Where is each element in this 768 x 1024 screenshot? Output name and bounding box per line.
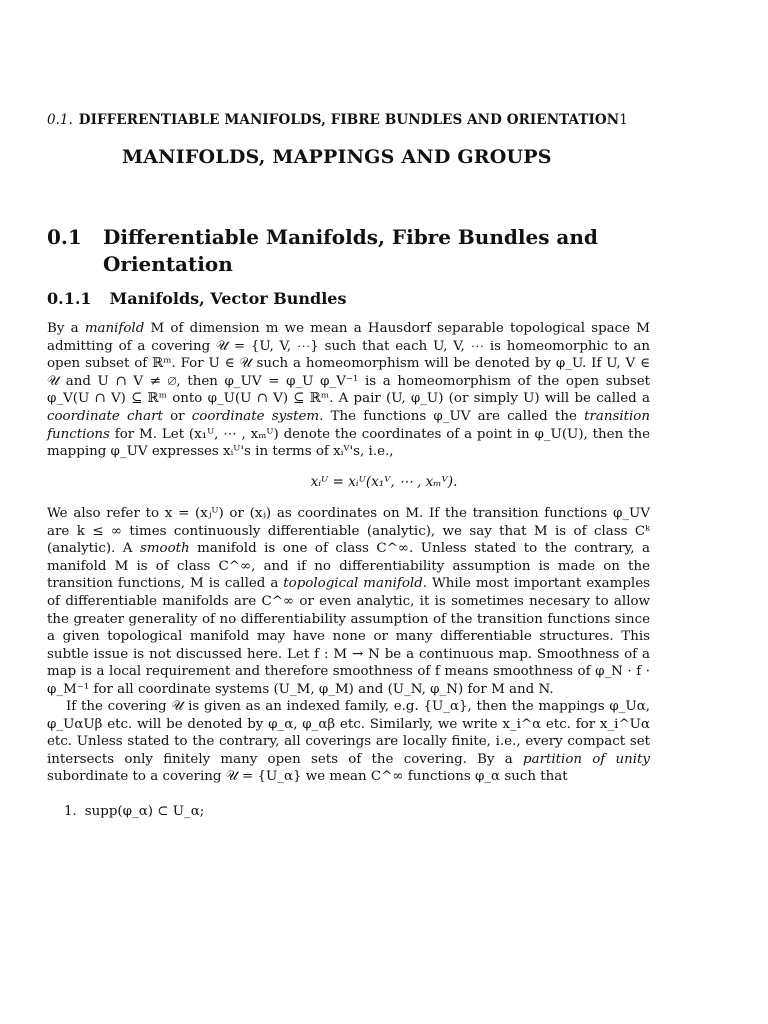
- text-run: We also refer to x = (xⱼᵁ) or (xⱼ) as coordinates on M. If the transition functions φ_UV are k ≤ ∞ times continuously differentiable (analytic), we say that M is of class Cᵏ (analytic). A: [47, 506, 650, 557]
- paragraph-2: [47, 505, 650, 699]
- section-title: Differentiable Manifolds, Fibre Bundles and Orientation: [103, 225, 598, 276]
- running-header: [47, 112, 727, 128]
- subsection-number: 0.1.1: [47, 289, 92, 308]
- running-header-number: 0.1.: [47, 112, 73, 128]
- text-run: subordinate to a covering 𝒰 = {U_α} we mean C^∞ functions φ_α such that: [47, 769, 568, 785]
- list-item-number: 1.: [64, 804, 77, 819]
- list-item: [64, 804, 204, 819]
- text-run: . The functions φ_UV are called the: [319, 408, 585, 424]
- text-run: If the covering 𝒰 is given as an indexed family, e.g. {U_α}, then the mappings φ_Uα, φ_UαUβ etc. will be denoted by φ_α, φ_αβ etc. Similarly, we write x_i^α etc. for x_i^Uα etc. Unless stated to the contrary, all coverings are locally finite, i.e., every compact set intersects only finitely many open sets of the covering. By a: [47, 699, 650, 767]
- emphasis: coordinate chart: [47, 408, 163, 424]
- text-run: . While most important examples of differentiable manifolds are C^∞ or even analytic, it is sometimes necesary to allow the greater generality of no differentiability assumption of the transition functions since a given topological manifold may have none or many differentiable structures. This subtle issue is not discussed here. Let f : M → N be a continuous map. Smoothness of a map is a local requirement and therefore smoothness of f means smoothness of φ_N · f · φ_M⁻¹ for all coordinate systems (U_M, φ_M) and (U_N, φ_N) for M and N.: [47, 576, 650, 697]
- emphasis: smooth: [139, 541, 190, 557]
- section-number: 0.1: [47, 225, 82, 249]
- text-run: or: [162, 408, 192, 424]
- display-equation: xᵢᵁ = xᵢᵁ(x₁ⱽ, ⋯ , xₘⱽ).: [310, 474, 458, 490]
- section-heading: [47, 224, 657, 278]
- list-item-text: supp(φ_α) ⊂ U_α;: [84, 804, 205, 819]
- emphasis: manifold: [84, 321, 145, 336]
- page-number: 1: [619, 112, 628, 128]
- paragraph-3: [47, 698, 650, 786]
- emphasis: transition functions: [47, 408, 650, 442]
- paragraph-1: [47, 320, 650, 461]
- chapter-title: MANIFOLDS, MAPPINGS AND GROUPS: [122, 146, 552, 168]
- emphasis: partition of unity: [523, 751, 650, 767]
- subsection-title: Manifolds, Vector Bundles: [109, 289, 347, 308]
- emphasis: coordinate system: [191, 408, 320, 424]
- text-run: M of dimension m we mean a Hausdorf separable topological space M admitting of a covering 𝒰 = {U, V, ⋯} such that each U, V, ⋯ is homeomorphic to an open subset of ℝᵐ. For U ∈ 𝒰 such a homeomorphism will be denoted by φ_U. If U, V ∈ 𝒰 and U ∩ V ≠ ∅, then φ_UV = φ_U φ_V⁻¹ is a homeomorphism of the open subset φ_V(U ∩ V) ⊆ ℝᵐ onto φ_U(U ∩ V) ⊆ ℝᵐ. A pair (U, φ_U) (or simply U) will be called a: [47, 321, 651, 407]
- emphasis: topological manifold: [283, 576, 423, 592]
- running-header-title: DIFFERENTIABLE MANIFOLDS, FIBRE BUNDLES AND ORIENTATION: [78, 112, 620, 128]
- text-run: manifold is one of class C^∞. Unless stated to the contrary, a manifold M is of class C^∞, and if no differentiability assumption is made on the transition functions, M is called a: [47, 541, 650, 592]
- subsection-heading: [47, 289, 346, 308]
- text-run: By a: [47, 321, 85, 336]
- text-run: for M. Let (x₁ᵁ, ⋯ , xₘᵁ) denote the coordinates of a point in φ_U(U), then the mapping φ_UV expresses xᵢᵁ's in terms of xᵢⱽ's, i.e.,: [47, 426, 650, 460]
